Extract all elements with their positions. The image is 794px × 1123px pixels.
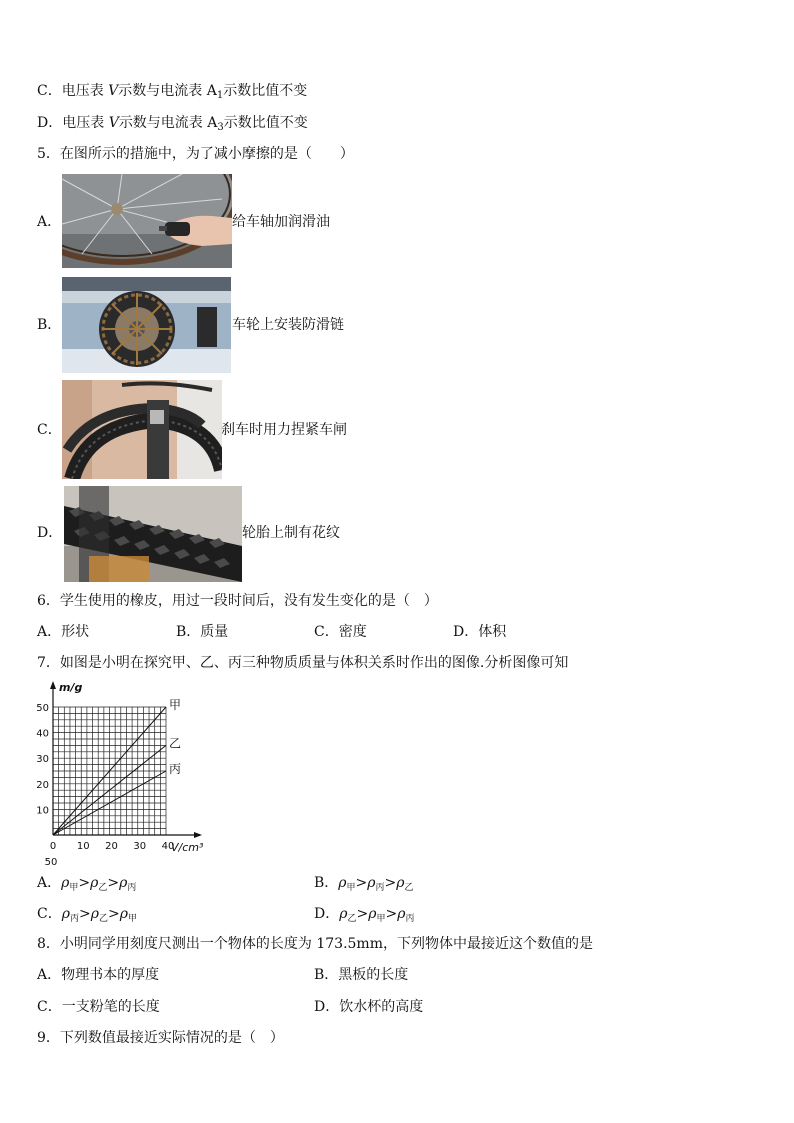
q8-option-b: B．黑板的长度 <box>314 967 409 983</box>
q5-option-d-caption: 轮胎上制有花纹 <box>242 525 340 541</box>
series-label-0: 甲 <box>169 698 182 712</box>
q8-option-a: A．物理书本的厚度 <box>37 967 160 983</box>
q5-option-b-caption: 车轮上安装防滑链 <box>232 317 344 333</box>
q8-option-c: C．一支粉笔的长度 <box>37 999 160 1015</box>
q5-option-b-label: B． <box>37 317 62 333</box>
x-axis-label: V/cm³ <box>171 841 204 854</box>
y-tick-label: 30 <box>36 754 49 766</box>
y-tick-label: 40 <box>36 728 49 740</box>
q6-option-d: D．体积 <box>453 624 507 640</box>
q6-option-b: B．质量 <box>176 624 229 640</box>
y-axis-arrow <box>50 681 56 689</box>
series-label-1: 乙 <box>169 736 182 751</box>
q5-option-a-label: A． <box>37 214 62 230</box>
y-tick-label: 10 <box>36 805 49 817</box>
mass-volume-chart <box>30 678 220 868</box>
series-label-2: 丙 <box>169 762 182 776</box>
q7-option-c: C．$\rho_丙>\rho_乙>\rho_甲$ <box>37 906 137 924</box>
q4-option-c: C．电压表 V示数与电流表 $A_1$示数比值不变 <box>37 83 308 101</box>
chart-labels <box>36 681 204 868</box>
bicycle-wheel-oiling-photo <box>62 174 232 268</box>
q8-stem: 8．小明同学用刻度尺测出一个物体的长度为 173.5mm，下列物体中最接近这个数值的是 <box>37 936 593 952</box>
origin-extra-label: 50 <box>44 857 58 868</box>
q8-option-d: D．饮水杯的高度 <box>314 999 424 1015</box>
y-tick-label: 50 <box>36 703 49 714</box>
tire-tread-photo <box>64 486 242 582</box>
q5-option-a-caption: 给车轴加润滑油 <box>232 214 330 230</box>
q7-option-d: D．$\rho_乙>\rho_甲>\rho_丙$ <box>314 906 415 924</box>
q7-option-b: B．$\rho_甲>\rho_丙>\rho_乙$ <box>314 875 414 893</box>
q4-option-d: D．电压表 V示数与电流表 $A_3$示数比值不变 <box>37 115 308 133</box>
q5-stem: 5．在图所示的措施中，为了减小摩擦的是（ ） <box>37 146 354 162</box>
q6-stem: 6．学生使用的橡皮，用过一段时间后，没有发生变化的是（ ） <box>37 593 438 609</box>
y-tick-label: 20 <box>36 779 49 791</box>
x-tick-label: 0 <box>49 841 57 852</box>
snow-chain-wheel-photo <box>62 277 231 373</box>
y-axis-label: m/g <box>59 681 83 694</box>
x-tick-label: 20 <box>105 841 118 852</box>
x-axis-arrow <box>194 832 202 838</box>
q5-option-c-caption: 刹车时用力捏紧车闸 <box>221 422 347 438</box>
x-tick-label: 30 <box>133 841 147 852</box>
q9-stem: 9．下列数值最接近实际情况的是（ ） <box>37 1030 284 1046</box>
q6-option-a: A．形状 <box>37 624 90 640</box>
q7-stem: 7．如图是小明在探究甲、乙、丙三种物质质量与体积关系时作出的图像.分析图像可知 <box>37 655 569 671</box>
q6-option-c: C．密度 <box>314 624 367 640</box>
x-tick-label: 40 <box>161 841 175 852</box>
x-tick-label: 10 <box>76 841 90 852</box>
bike-brake-photo <box>62 380 222 479</box>
q5-option-c-label: C． <box>37 422 62 438</box>
q7-option-a: A．$\rho_甲>\rho_乙>\rho_丙$ <box>37 875 137 893</box>
q5-option-d-label: D． <box>37 525 63 541</box>
